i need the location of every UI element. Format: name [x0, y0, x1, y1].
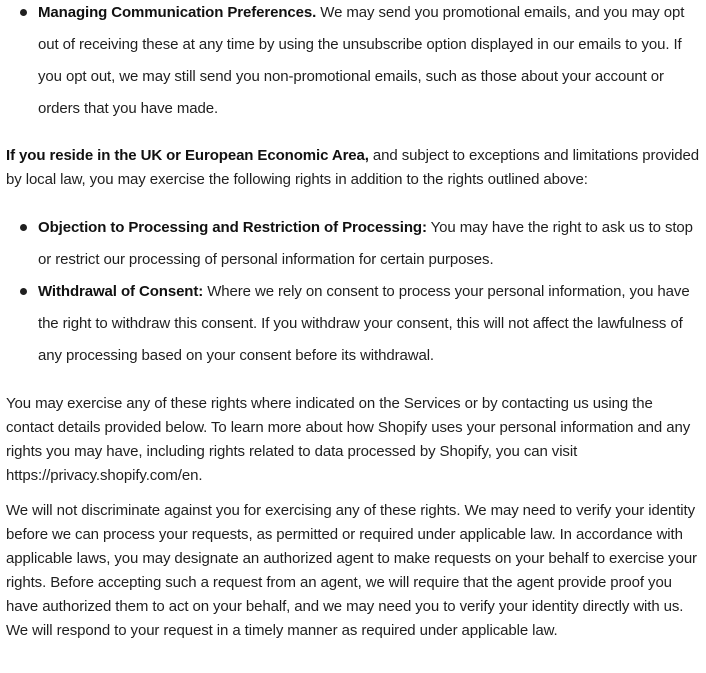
uk-eea-lead: If you reside in the UK or European Economic Area,	[6, 147, 369, 164]
uk-eea-text: and subject to exceptions and limitations provided by local law, you may exercise the following rights in addition to the rights outlined above:	[6, 147, 699, 188]
list-item	[6, 212, 706, 276]
uk-eea-rights-list	[6, 212, 706, 372]
exercise-rights-paragraph: You may exercise any of these rights where indicated on the Services or by contacting us using the contact details provided below. To learn more about how Shopify uses your personal information and any rights you may have, including rights related to data processed by Shopify, you can visit https://privacy.shopify.com/en.	[6, 395, 691, 484]
list-item	[6, 0, 706, 125]
list-item	[6, 276, 706, 372]
bullet-icon	[20, 9, 27, 16]
list-item-text: You may have the right to ask us to stop or restrict our processing of personal information for certain purposes.	[38, 219, 693, 268]
uk-eea-paragraph	[6, 144, 701, 192]
list-item-text: We may send you promotional emails, and you may opt out of receiving these at any time by using the unsubscribe option displayed in our emails to you. If you opt out, we may still send you non-promotional emails, such as those about your account or orders that you have made.	[38, 4, 685, 117]
non-discrimination-paragraph: We will not discriminate against you for exercising any of these rights. We may need to verify your identity before we can process your requests, as permitted or required under applicable law. In accordance with applicable laws, you may designate an authorized agent to make requests on your behalf to exercise your rights. Before accepting such a request from an agent, we will require that the agent provide proof you have authorized them to act on your behalf, and we may need you to verify your identity directly with us. We will respond to your request in a timely manner as required under applicable law.	[6, 502, 697, 639]
communication-preferences-list	[6, 0, 706, 125]
list-item-title: Objection to Processing and Restriction of Processing:	[38, 219, 427, 236]
list-item-title: Managing Communication Preferences.	[38, 4, 317, 21]
bullet-icon	[20, 224, 27, 231]
list-item-text: Where we rely on consent to process your personal information, you have the right to withdraw this consent. If you withdraw your consent, this will not affect the lawfulness of any processing based on your consent before its withdrawal.	[38, 283, 690, 364]
bullet-icon	[20, 288, 27, 295]
list-item-title: Withdrawal of Consent:	[38, 283, 204, 300]
